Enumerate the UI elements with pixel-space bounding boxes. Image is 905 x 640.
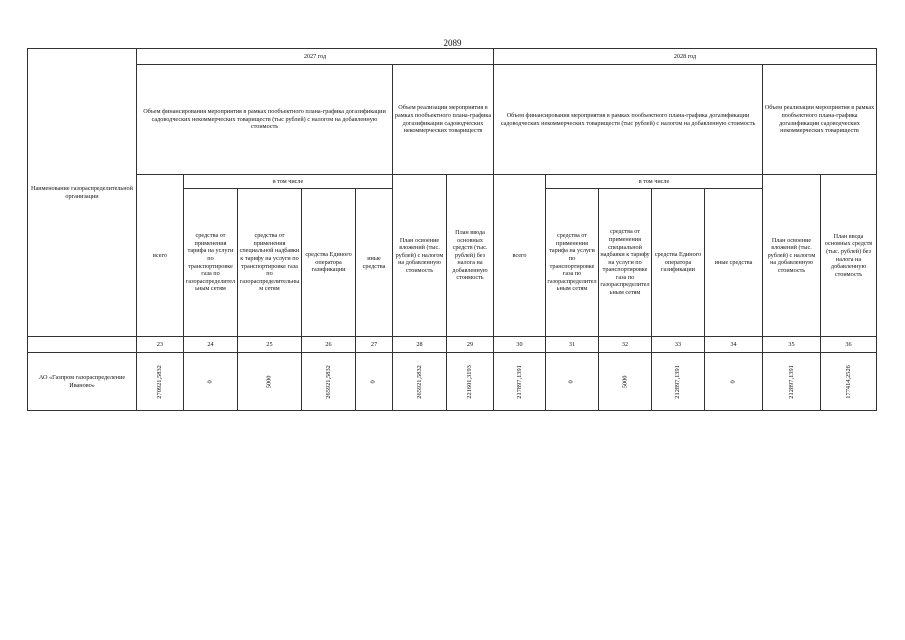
value-cell: 5000: [621, 375, 629, 388]
col-operator-2028: средства Единого оператора газификации: [652, 189, 705, 337]
value-cell: 265921,5832: [415, 364, 423, 399]
col-operator-2027: средства Единого оператора газификации: [302, 189, 356, 337]
column-number: 23: [137, 337, 184, 353]
col-tariff-2028: средства от применения тарифа на услуги по транспортировке газа по газораспределительным сетям: [546, 189, 599, 337]
column-number: 32: [599, 337, 652, 353]
column-number: 30: [494, 337, 546, 353]
value-cell: 0: [370, 379, 378, 384]
column-number-blank: [28, 337, 137, 353]
column-number: 36: [821, 337, 877, 353]
year-2028-header: 2028 год: [494, 49, 877, 65]
column-number: 29: [447, 337, 494, 353]
financing-group-2028: Объем финансирования мероприятия в рамках пообъектного плана-графика догазификации садоводческих некоммерческих товариществ (тыс рублей) с налогом на добавленную стоимость: [494, 65, 763, 175]
including-2027: в том числе: [184, 175, 393, 189]
year-2027-header: 2027 год: [137, 49, 494, 65]
col-other-2028: иные средства: [705, 189, 763, 337]
col-total-2027: всего: [137, 175, 184, 337]
implementation-group-2027: Объем реализации мероприятия в рамках пообъектного плана-графика догазификации садоводческих некоммерческих товариществ: [393, 65, 494, 175]
value-cell: 0: [568, 379, 576, 384]
column-number: 34: [705, 337, 763, 353]
table-row: [28, 353, 877, 411]
value-cell: 177414,2526: [844, 364, 852, 399]
col-plan-assets-2028: План ввода основных средств (тыс. рублей) без налога на добавленную стоимость: [821, 175, 877, 337]
including-2028: в том числе: [546, 175, 763, 189]
value-cell: 270921,5832: [156, 364, 164, 399]
value-cell: 212897,1391: [674, 364, 682, 399]
column-number: 33: [652, 337, 705, 353]
value-cell: 265921,5832: [324, 364, 332, 399]
org-column-header: Наименование газораспределительной организации: [28, 49, 137, 337]
page-number: 2089: [443, 38, 462, 48]
value-cell: 221601,3193: [466, 364, 474, 399]
column-number-row: [28, 337, 877, 353]
column-number: 35: [763, 337, 821, 353]
financing-group-2027: Объем финансирования мероприятия в рамках пообъектного плана-графика догазификации садоводческих некоммерческих товариществ (тыс рублей) с налогом на добавленную стоимость: [137, 65, 393, 175]
col-plan-invest-2028: План освоение вложений (тыс. рублей) с налогом на добавленную стоимость: [763, 175, 821, 337]
value-cell: 0: [206, 379, 214, 384]
value-cell: 5000: [265, 375, 273, 388]
value-cell: 0: [729, 379, 737, 384]
col-special-2027: средства от применения специальной надбавки к тарифу на услуги по транспортировке газа по газораспределительным сетям: [238, 189, 302, 337]
column-number: 25: [238, 337, 302, 353]
column-number: 27: [356, 337, 393, 353]
col-plan-assets-2027: План ввода основных средств (тыс. рублей) без налога на добавленную стоимость: [447, 175, 494, 337]
value-cell: 212897,1391: [787, 364, 795, 399]
col-tariff-2027: средства от применения тарифа на услуги по транспортировке газа по газораспределительным сетям: [184, 189, 238, 337]
col-total-2028: всего: [494, 175, 546, 337]
implementation-group-2028: Объем реализации мероприятия в рамках пообъектного плана-графика догазификации садоводческих некоммерческих товариществ: [763, 65, 877, 175]
value-cell: 217897,1391: [515, 364, 523, 399]
column-number: 28: [393, 337, 447, 353]
col-plan-invest-2027: План освоение вложений (тыс. рублей) с налогом на добавленную стоимость: [393, 175, 447, 337]
column-number: 26: [302, 337, 356, 353]
organization-name: АО «Газпром газораспределение Иваново»: [28, 353, 137, 411]
column-number: 31: [546, 337, 599, 353]
col-other-2027: иные средства: [356, 189, 393, 337]
column-number: 24: [184, 337, 238, 353]
col-special-2028: средства от применения специальной надбавки к тарифу на услуги по транспортировке газа по газораспределительным сетям: [599, 189, 652, 337]
financing-table: [27, 48, 877, 411]
